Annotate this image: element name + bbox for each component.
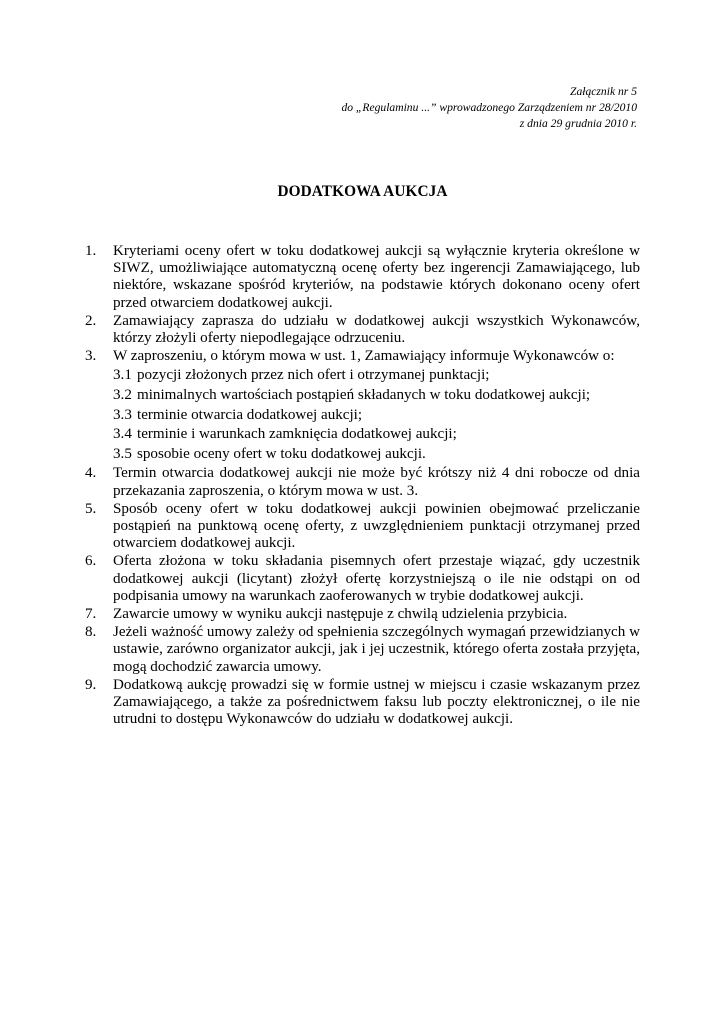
item-text: Sposób oceny ofert w toku dodatkowej aukcji powinien obejmować przeliczanie postąpień na punktową ocenę oferty, z uwzględnieniem punktacji otrzymanej przed otwarciem dodatkowej aukcji. [113,500,640,552]
sub-item-number: 3.1 [113,367,132,384]
item-number: 5. [85,500,97,517]
item-number: 9. [85,676,97,693]
list-item-1 [85,243,640,312]
sub-item-text: minimalnych wartościach postąpień składanych w toku dodatkowej aukcji; [137,387,591,404]
sub-item-number: 3.5 [113,445,132,462]
sub-item-number: 3.4 [113,426,132,443]
sub-item-text: pozycji złożonych przez nich ofert i otrzymanej punktacji; [137,367,490,384]
item-number: 4. [85,465,97,482]
item-text: Jeżeli ważność umowy zależy od spełnienia szczególnych wymagań przewidzianych w ustawie, zarówno organizator aukcji, jak i jej uczestnik, którego oferta została przyjęta, mogą dochodzić zawarcia umowy. [113,624,640,675]
item-number: 3. [85,348,97,365]
item-text: Zamawiający zaprasza do udziału w dodatkowej aukcji wszystkich Wykonawców, którzy złożyli oferty niepodlegające odrzuceniu. [113,312,640,347]
sub-item-text: terminie i warunkach zamknięcia dodatkowej aukcji; [137,426,457,443]
header-line-attachment: Załącznik nr 5 [570,85,637,98]
list-item-7 [85,606,640,623]
item-number: 8. [85,624,97,641]
list-item-4 [85,465,640,499]
sub-item-3-3 [113,407,640,424]
item-text: Dodatkową aukcję prowadzi się w formie ustnej w miejscu i czasie wskazanym przez Zamawiającego, a także za pośrednictwem faksu lub poczty elektronicznej, o ile nie utrudni to dostępu Wykonawców do udziału w dodatkowej aukcji. [113,676,640,728]
sub-item-3-4 [113,426,640,443]
numbered-list [85,243,640,729]
list-item-3 [85,348,640,463]
sub-item-number: 3.2 [113,387,132,404]
sub-item-3-5 [113,446,640,463]
item-number: 7. [85,606,97,623]
item-text: W zaproszeniu, o którym mowa w ust. 1, Zamawiający informuje Wykonawców o: [113,348,615,365]
list-item-5 [85,501,640,553]
attachment-header [341,84,637,132]
list-item-6 [85,553,640,605]
item-text: Zawarcie umowy w wyniku aukcji następuje z chwilą udzielenia przybicia. [113,606,568,623]
list-item-8 [85,624,640,676]
item-text: Oferta złożona w toku składania pisemnych ofert przestaje wiązać, gdy uczestnik dodatkowej aukcji (licytant) złożył ofertę korzystniejszą o ile nie odstąpi on od podpisania umowy na warunkach zaoferowanych w trybie dodatkowej aukcji. [113,553,640,604]
list-item-9 [85,677,640,729]
sub-item-3-1 [113,367,640,384]
item-text: Termin otwarcia dodatkowej aukcji nie może być krótszy niż 4 dni robocze od dnia przekazania zaproszenia, o którym mowa w ust. 3. [113,465,640,499]
list-item-2 [85,313,640,347]
header-line-regulation: do „Regulaminu ...” wprowadzonego Zarządzeniem nr 28/2010 [341,101,637,114]
item-text: Kryteriami oceny ofert w toku dodatkowej aukcji są wyłącznie kryteria określone w SIWZ, umożliwiające automatyczną ocenę oferty bez ingerencji Zamawiającego, lub niektóre, wskazane spośród kryteriów, na podstawie których dokonano oceny ofert przed otwarciem dodatkowej aukcji. [113,243,640,311]
header-line-date: z dnia 29 grudnia 2010 r. [519,117,637,130]
sub-item-text: sposobie oceny ofert w toku dodatkowej aukcji. [137,445,426,462]
item-number: 6. [85,553,97,570]
sub-item-text: terminie otwarcia dodatkowej aukcji; [137,406,363,423]
document-title: DODATKOWA AUKCJA [277,183,448,200]
sub-list [113,367,640,463]
item-number: 2. [85,312,97,329]
item-number: 1. [85,243,97,259]
sub-item-number: 3.3 [113,406,132,423]
sub-item-3-2 [113,387,640,404]
